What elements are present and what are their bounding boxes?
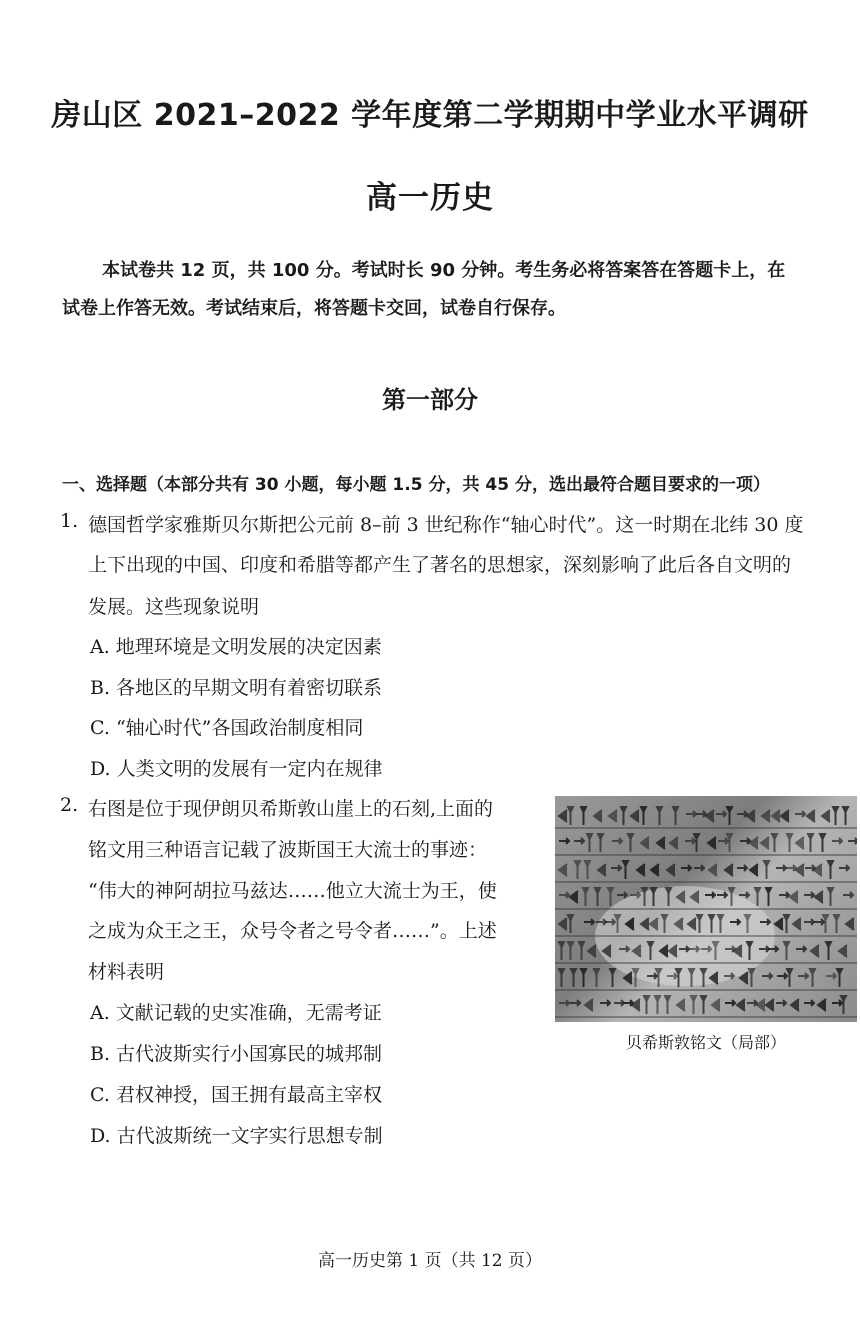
page-footer: 高一历史第 1 页（共 12 页） [317, 1251, 543, 1271]
option-c: C. 君权神授，国王拥有最高主宰权 [90, 1084, 382, 1106]
question-stem-line: 发展。这些现象说明 [88, 596, 260, 618]
option-c: C. “轴心时代”各国政治制度相同 [90, 717, 364, 739]
option-b: B. 各地区的早期文明有着密切联系 [90, 677, 383, 699]
figure-caption: 贝希斯敦铭文（局部） [625, 1033, 786, 1052]
option-a: A. 地理环境是文明发展的决定因素 [90, 636, 382, 658]
question-stem-line: “伟大的神阿胡拉马兹达……他立大流士为王，使 [88, 880, 497, 902]
option-d: D. 人类文明的发展有一定内在规律 [90, 758, 383, 780]
question-stem-line: 之成为众王之王，众号令者之号令者……”。上述 [88, 920, 497, 942]
part-title: 第一部分 [382, 386, 478, 414]
subject-title: 高一历史 [366, 180, 494, 216]
instructions-line-1: 本试卷共 12 页，共 100 分。考试时长 90 分钟。考生务必将答案答在答题卡上，在 [102, 260, 786, 281]
question-stem-line: 材料表明 [88, 961, 165, 983]
question-stem-line: 右图是位于现伊朗贝希斯敦山崖上的石刻,上面的 [88, 798, 494, 820]
question-number: 1. [60, 510, 79, 532]
option-a: A. 文献记载的史实准确，无需考证 [90, 1002, 382, 1024]
question-stem-line: 德国哲学家雅斯贝尔斯把公元前 8–前 3 世纪称作“轴心时代”。这一时期在北纬 30 度 [88, 514, 804, 536]
question-stem-line: 上下出现的中国、印度和希腊等都产生了著名的思想家，深刻影响了此后各自文明的 [88, 554, 792, 576]
question-stem-line: 铭文用三种语言记载了波斯国王大流士的事迹： [88, 839, 488, 861]
behistun-inscription-image [555, 796, 857, 1022]
question-number: 2. [60, 794, 79, 816]
instructions-line-2: 试卷上作答无效。考试结束后，将答题卡交回，试卷自行保存。 [62, 298, 566, 319]
option-d: D. 古代波斯统一文字实行思想专制 [90, 1125, 383, 1147]
option-b: B. 古代波斯实行小国寡民的城邦制 [90, 1043, 383, 1065]
exam-title: 房山区 2021–2022 学年度第二学期期中学业水平调研 [51, 98, 809, 133]
section-heading: 一、选择题（本部分共有 30 小题，每小题 1.5 分，共 45 分，选出最符合题目要求的一项） [62, 475, 770, 495]
